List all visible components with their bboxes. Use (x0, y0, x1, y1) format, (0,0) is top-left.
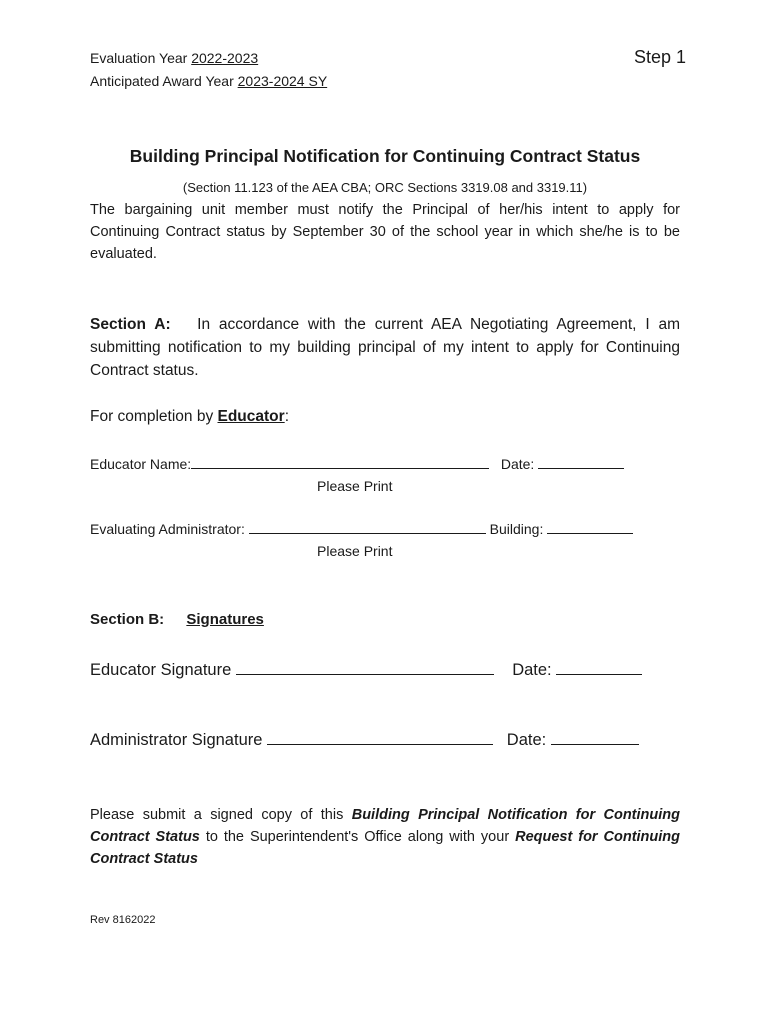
evaluation-year-label: Evaluation Year (90, 50, 192, 66)
section-a-text: In accordance with the current AEA Negotiating Agreement, I am submitting notification to my building principal of my intent to apply for Continuing Contract status. (90, 316, 681, 379)
please-print-hint-2: Please Print (317, 543, 393, 559)
award-year-value: 2023-2024 SY (237, 73, 328, 89)
revision-code: Rev 8162022 (90, 914, 156, 926)
administrator-field[interactable] (249, 521, 486, 534)
submission-instructions (90, 804, 680, 870)
administrator-signature-field[interactable] (267, 730, 493, 745)
step-label: Step 1 (634, 47, 687, 67)
educator-signature-date-label: Date: (512, 661, 552, 679)
instructions-document-2: Request for Continuing Contract Status (90, 829, 681, 867)
evaluation-year-value: 2022-2023 (191, 50, 259, 66)
administrator-signature-label: Administrator Signature (90, 731, 263, 749)
instructions-part-2: to the Superintendent's Office along with your (199, 829, 516, 845)
administrator-label: Evaluating Administrator: (90, 521, 245, 537)
educator-signature-field[interactable] (236, 660, 494, 675)
administrator-signature-date-label: Date: (506, 731, 547, 749)
educator-date-label: Date: (500, 456, 535, 472)
legal-reference: (Section 11.123 of the AEA CBA; ORC Sections 3319.08 and 3319.11) (182, 180, 588, 195)
instructions-part-1: Please submit a signed copy of this (90, 807, 352, 823)
administrator-signature-date-field[interactable] (551, 730, 639, 745)
administrator-signature-row (90, 730, 639, 750)
completion-who: Educator (217, 408, 285, 425)
award-year-label: Anticipated Award Year (90, 73, 238, 89)
evaluation-year (90, 50, 258, 66)
intro-paragraph: The bargaining unit member must notify the Principal of her/his intent to apply for Continuing Contract status by September 30 of the school year in which she/he is to be evaluated. (90, 202, 680, 262)
administrator-row (90, 521, 633, 537)
section-b-title: Signatures (186, 611, 264, 628)
building-field[interactable] (547, 521, 633, 534)
educator-signature-row (90, 660, 642, 680)
educator-name-field[interactable] (191, 456, 489, 469)
educator-date-field[interactable] (538, 456, 624, 469)
educator-signature-label: Educator Signature (90, 661, 232, 679)
educator-signature-date-field[interactable] (556, 660, 642, 675)
completion-prefix: For completion by (90, 408, 218, 425)
section-b-label: Section B: (90, 611, 165, 628)
educator-name-row (90, 456, 624, 472)
section-b-heading (90, 611, 264, 628)
instructions-document-1: Building Principal Notification for Continuing Contract Status (90, 807, 680, 845)
section-a (90, 313, 680, 382)
page-title: Building Principal Notification for Continuing Contract Status (129, 146, 641, 166)
educator-name-label: Educator Name: (90, 456, 192, 472)
completion-suffix: : (284, 408, 289, 425)
anticipated-award-year (90, 73, 327, 89)
completion-heading (90, 408, 289, 426)
building-label: Building: (489, 521, 544, 537)
section-a-label: Section A: (90, 316, 171, 333)
please-print-hint-1: Please Print (317, 478, 393, 494)
